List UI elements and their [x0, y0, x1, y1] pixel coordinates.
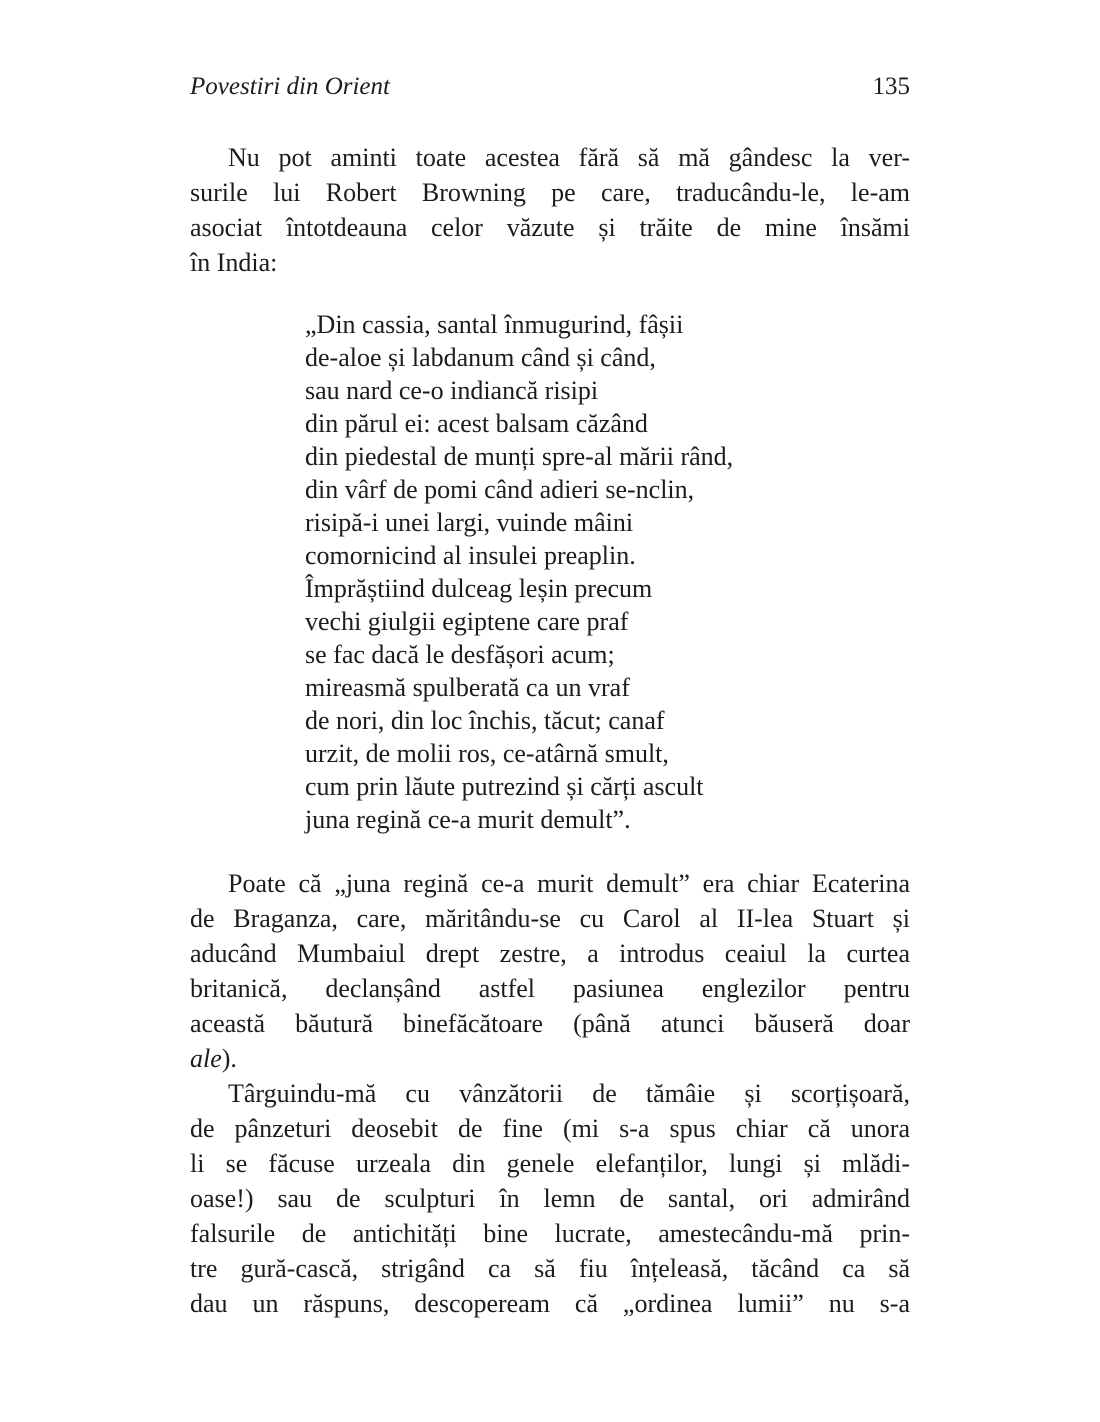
prose-paragraph [190, 866, 910, 1076]
verse-line: vechi giulgii egiptene care praf [305, 607, 629, 636]
text-line: dau un răspuns, descopeream că „ordinea lumii” nu s-a [190, 1289, 910, 1318]
text-line: aducând Mumbaiul drept zestre, a introdus ceaiul la curtea [190, 939, 910, 968]
verse-block [305, 308, 910, 836]
verse-line: Împrăștiind dulceag leșin precum [305, 574, 653, 603]
verse-line: „Din cassia, santal înmugurind, fâșii [305, 310, 684, 339]
text-line: oase!) sau de sculpturi în lemn de santal, ori admirând [190, 1184, 910, 1213]
text-line: de Braganza, care, măritându-se cu Carol al II-lea Stuart și [190, 904, 910, 933]
text-line: falsurile de antichități bine lucrate, amestecându-mă prin- [190, 1219, 910, 1248]
verse-line: de nori, din loc închis, tăcut; canaf [305, 706, 665, 735]
verse-line: comornicind al insulei preaplin. [305, 541, 636, 570]
text-line: Poate că „juna regină ce-a murit demult” era chiar Ecaterina [228, 869, 910, 898]
page-content [190, 72, 910, 1321]
verse-line: juna regină ce-a murit demult”. [305, 805, 631, 834]
text-line: tre gură-cască, strigând ca să fiu înțeleasă, tăcând ca să [190, 1254, 910, 1283]
verse-line: sau nard ce-o indiancă risipi [305, 376, 599, 405]
text-line: britanică, declanșând astfel pasiunea englezilor pentru [190, 974, 910, 1003]
page-number: 135 [872, 73, 910, 100]
running-head [190, 72, 910, 102]
verse-line: urzit, de molii ros, ce-atârnă smult, [305, 739, 669, 768]
italic-text-segment: ale [190, 1044, 222, 1073]
text-line: de pânzeturi deosebit de fine (mi s-a spus chiar că unora [190, 1114, 910, 1143]
text-line: li se făcuse urzeala din genele elefanților, lungi și mlădi- [190, 1149, 910, 1178]
verse-line: din părul ei: acest balsam căzând [305, 409, 648, 438]
text-line: Târguindu-mă cu vânzătorii de tămâie și scorțișoară, [228, 1079, 910, 1108]
text-body [190, 140, 910, 1321]
running-title: Povestiri din Orient [190, 73, 390, 100]
prose-paragraph [190, 140, 910, 280]
text-line: asociat întotdeauna celor văzute și trăite de mine însămi [190, 213, 910, 242]
verse-line: cum prin lăute putrezind și cărți ascult [305, 772, 704, 801]
text-line: surile lui Robert Browning pe care, traducându-le, le-am [190, 178, 910, 207]
text-line: în India: [190, 248, 278, 277]
verse-line: mireasmă spulberată ca un vraf [305, 673, 630, 702]
verse-line: de-aloe și labdanum când și când, [305, 343, 656, 372]
prose-paragraph [190, 1076, 910, 1321]
text-line [190, 1041, 910, 1076]
text-line: această băutură binefăcătoare (până atunci băuseră doar [190, 1009, 910, 1038]
text-line: Nu pot aminti toate acestea fără să mă gândesc la ver- [228, 143, 910, 172]
verse-line: se fac dacă le desfășori acum; [305, 640, 615, 669]
verse-line: din vârf de pomi când adieri se-nclin, [305, 475, 695, 504]
verse-line: risipă-i unei largi, vuinde mâini [305, 508, 634, 537]
text-segment: ). [221, 1044, 237, 1073]
verse-line: din piedestal de munți spre-al mării rând, [305, 442, 734, 471]
